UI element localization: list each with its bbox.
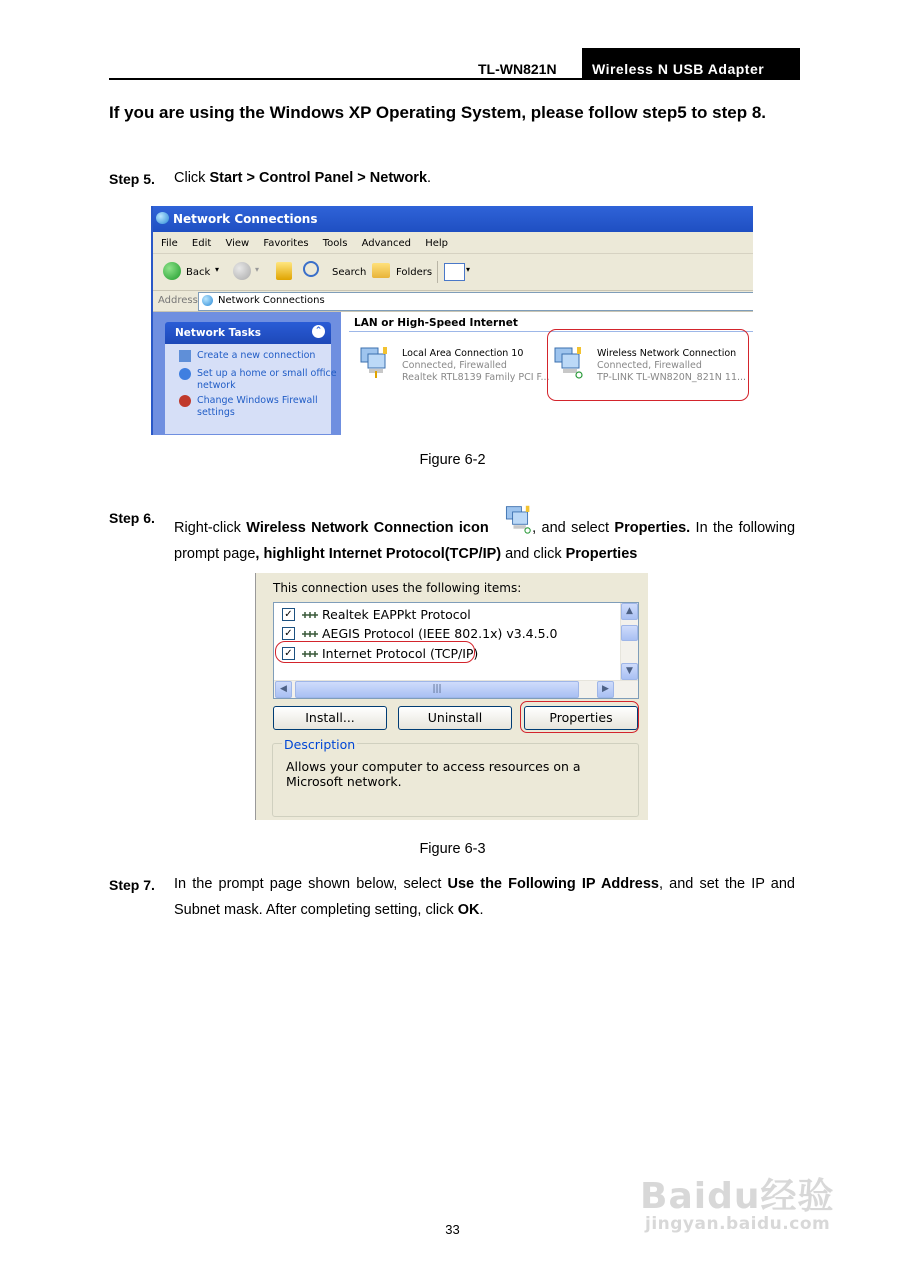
checkbox-aegis[interactable]: ✓ <box>282 627 295 640</box>
task-home-network[interactable]: Set up a home or small office network <box>197 368 337 391</box>
menu-edit[interactable]: Edit <box>191 238 212 249</box>
item-aegis[interactable]: AEGIS Protocol (IEEE 802.1x) v3.4.5.0 <box>322 626 558 641</box>
views-icon[interactable] <box>444 263 465 281</box>
wireless-connection-icon <box>500 504 534 534</box>
connection-wireless-name: Wireless Network Connection <box>597 348 737 359</box>
forward-dropdown-icon[interactable]: ▾ <box>255 265 260 274</box>
connection-properties-dialog <box>255 573 648 820</box>
vertical-scrollbar[interactable] <box>620 603 638 681</box>
menu-advanced[interactable]: Advanced <box>361 238 411 249</box>
baidu-watermark-logo: Baidu经验 <box>640 1176 835 1217</box>
window-body <box>153 312 753 435</box>
step5-text <box>174 165 431 191</box>
baidu-watermark-url: jingyan.baidu.com <box>645 1214 831 1234</box>
search-icon[interactable] <box>303 261 319 277</box>
items-listbox[interactable] <box>273 602 639 699</box>
protocol-icon <box>301 610 319 620</box>
checkbox-tcpip[interactable]: ✓ <box>282 647 295 660</box>
search-button[interactable]: Search <box>332 267 367 278</box>
scroll-down-icon[interactable]: ▼ <box>621 663 638 680</box>
step7-p1: In the prompt page shown below, select <box>174 876 448 892</box>
protocol-icon <box>301 629 319 639</box>
items-intro-label: This connection uses the following items: <box>273 581 522 595</box>
connection-lan-name: Local Area Connection 10 <box>402 348 524 359</box>
step6-b3: Internet Protocol(TCP/IP) <box>328 546 502 562</box>
back-arrow-icon[interactable] <box>163 262 181 280</box>
menu-favorites[interactable]: Favorites <box>263 238 309 249</box>
connection-lan[interactable] <box>402 348 550 384</box>
window-titlebar[interactable] <box>153 206 753 232</box>
connection-wireless-status: Connected, Firewalled <box>597 360 702 371</box>
step6-p1: Right-click <box>174 520 247 536</box>
install-button[interactable]: Install... <box>273 706 387 730</box>
toolbar <box>153 254 753 291</box>
horizontal-scrollbar[interactable] <box>274 680 638 698</box>
collapse-chevron-icon[interactable]: ⌃ <box>312 325 325 338</box>
step6-p3: In the following prompt page <box>174 520 796 562</box>
network-tasks-header[interactable] <box>165 322 331 344</box>
figure-6-2-caption: Figure 6-2 <box>419 452 486 468</box>
task-create-connection[interactable]: Create a new connection <box>197 350 316 361</box>
step7-b2: OK <box>457 902 480 918</box>
home-network-icon <box>179 368 191 380</box>
back-dropdown-icon[interactable]: ▾ <box>215 265 220 274</box>
wireless-highlight-box <box>547 329 749 401</box>
tcpip-highlight-box <box>275 641 475 663</box>
new-connection-icon <box>179 350 191 362</box>
scroll-up-icon[interactable]: ▲ <box>621 603 638 620</box>
step6-p5: and click <box>501 546 566 562</box>
connection-lan-status: Connected, Firewalled <box>402 360 507 371</box>
step6-b1: Wireless Network Connection icon <box>246 520 489 536</box>
step7-b1: Use the Following IP Address <box>447 876 659 892</box>
item-tcpip[interactable]: Internet Protocol (TCP/IP) <box>322 646 479 661</box>
network-globe-icon <box>202 295 213 306</box>
up-folder-icon[interactable] <box>276 262 292 280</box>
step5-label: Step 5. <box>109 171 155 187</box>
menu-view[interactable]: View <box>225 238 250 249</box>
address-label: Address <box>158 295 198 306</box>
address-bar <box>153 291 753 312</box>
description-label: Description <box>284 737 356 752</box>
address-value: Network Connections <box>218 295 325 306</box>
step6-label: Step 6. <box>109 510 155 526</box>
menu-file[interactable]: File <box>161 238 178 249</box>
connection-lan-device: Realtek RTL8139 Family PCI F... <box>402 372 550 383</box>
step5-pre: Click <box>174 170 210 186</box>
item-eappkt[interactable]: Realtek EAPPkt Protocol <box>322 607 471 622</box>
menu-help[interactable]: Help <box>425 238 448 249</box>
folders-icon[interactable] <box>372 263 390 278</box>
lan-connection-icon[interactable] <box>357 345 389 379</box>
folders-button[interactable]: Folders <box>396 267 433 278</box>
toolbar-separator <box>437 261 438 283</box>
header-model: TL-WN821N <box>478 61 557 77</box>
properties-button[interactable]: Properties <box>524 706 638 730</box>
step7-text <box>174 871 795 923</box>
step6-text <box>174 504 795 567</box>
task-change-firewall[interactable]: Change Windows Firewall settings <box>197 395 318 418</box>
task-pane <box>153 312 341 435</box>
header-product: Wireless N USB Adapter <box>582 48 800 80</box>
page-number: 33 <box>445 1222 460 1237</box>
scroll-thumb[interactable] <box>621 625 638 641</box>
network-connections-window <box>151 206 753 435</box>
scroll-right-icon[interactable]: ▶ <box>597 681 614 698</box>
step7-label: Step 7. <box>109 877 155 893</box>
network-globe-icon <box>156 212 169 224</box>
group-title: LAN or High-Speed Internet <box>354 317 518 329</box>
menu-tools[interactable]: Tools <box>322 238 348 249</box>
menu-bar <box>153 232 753 254</box>
connection-wireless-device: TP-LINK TL-WN820N_821N 11... <box>597 372 747 383</box>
step6-p2: , and select <box>532 520 615 536</box>
uninstall-button[interactable]: Uninstall <box>398 706 512 730</box>
step5-post: . <box>427 170 432 186</box>
views-dropdown-icon[interactable]: ▾ <box>466 265 471 274</box>
figure-6-3-caption: Figure 6-3 <box>419 841 486 857</box>
firewall-icon <box>179 395 191 407</box>
description-text: Allows your computer to access resources on a Microsoft network. <box>286 759 581 789</box>
scroll-left-icon[interactable]: ◀ <box>275 681 292 698</box>
properties-highlight-box <box>520 701 639 733</box>
step7-p3: . <box>479 902 484 918</box>
step7-p2: , and set the IP and Subnet mask. After completing setting, click <box>174 876 795 918</box>
header-rule <box>109 78 800 80</box>
step6-b2: Properties. <box>614 520 691 536</box>
back-button[interactable]: Back <box>186 267 211 278</box>
network-tasks-list <box>165 344 337 434</box>
network-tasks-title: Network Tasks <box>175 327 262 339</box>
step5-path: Start > Control Panel > Network <box>209 170 428 186</box>
step6-b4: Properties <box>565 546 638 562</box>
section-heading: If you are using the Windows XP Operating System, please follow step5 to step 8. <box>109 103 767 122</box>
window-title: Network Connections <box>173 212 318 226</box>
forward-arrow-icon[interactable] <box>233 262 251 280</box>
hscroll-thumb[interactable]: ||| <box>295 681 579 698</box>
step6-p4: , highlight <box>255 546 329 562</box>
checkbox-eappkt[interactable]: ✓ <box>282 608 295 621</box>
